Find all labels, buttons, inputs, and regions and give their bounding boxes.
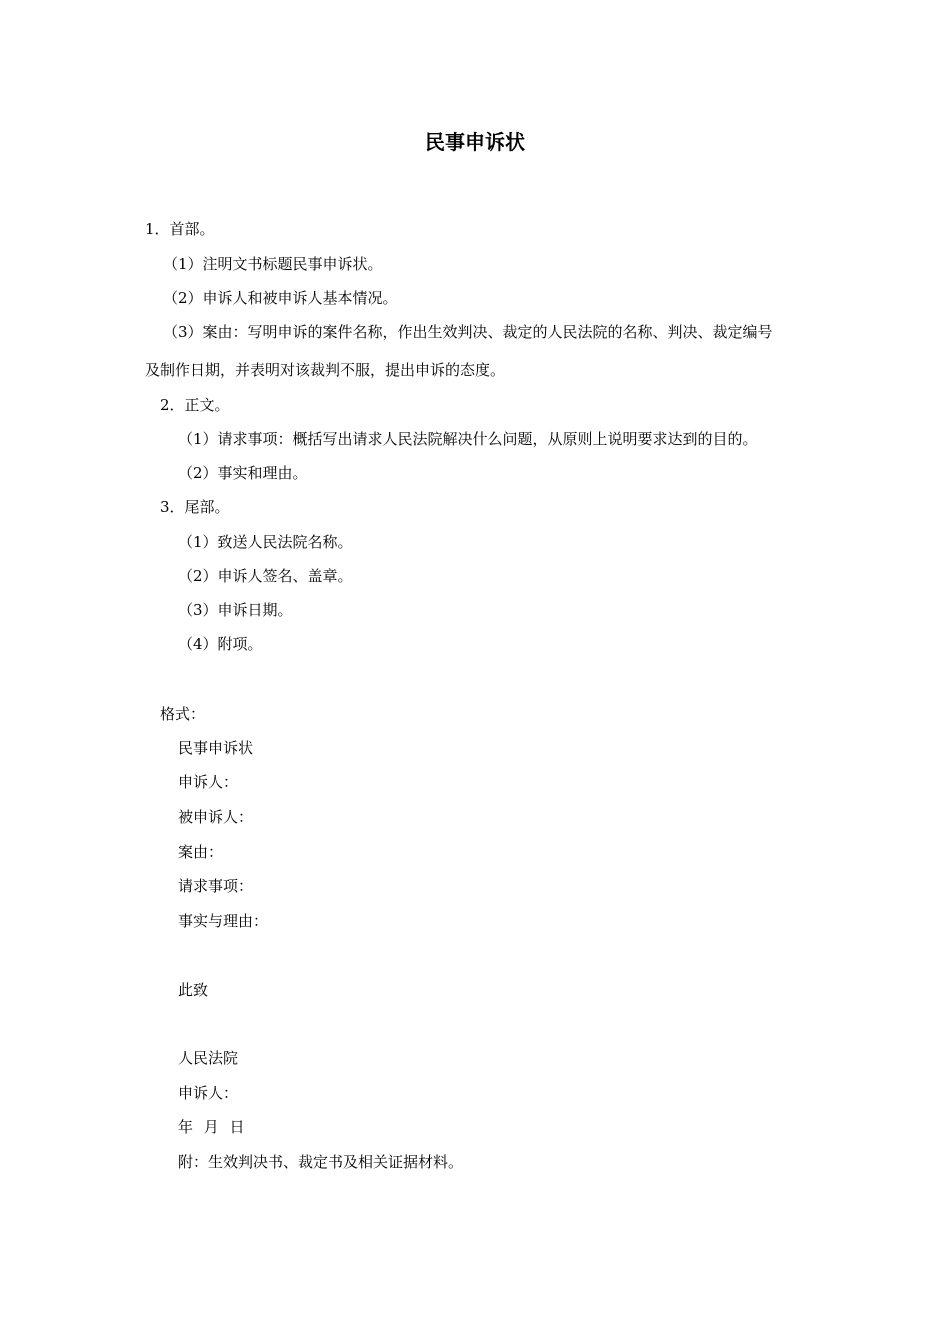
format-attachment: 附：生效判决书、裁定书及相关证据材料。 — [178, 1153, 464, 1171]
section-3-item-2: （2）申诉人签名、盖章。 — [178, 567, 353, 585]
format-date: 年 月 日 — [178, 1118, 245, 1136]
section-3-item-4: （4）附项。 — [178, 635, 263, 653]
section-1-item-3-line-1: （3）案由：写明申诉的案件名称，作出生效判决、裁定的人民法院的名称、判决、裁定编号 — [163, 323, 773, 341]
section-2-item-2: （2）事实和理由。 — [178, 464, 308, 482]
format-claims: 请求事项： — [178, 877, 254, 895]
format-label: 格式： — [160, 705, 206, 723]
section-1-item-2: （2）申诉人和被申诉人基本情况。 — [163, 289, 398, 307]
format-cause: 案由： — [178, 843, 224, 861]
section-2-heading: 2．正文。 — [160, 396, 230, 414]
format-salutation: 此致 — [178, 981, 209, 999]
format-respondent: 被申诉人： — [178, 808, 254, 826]
section-1-heading: 1．首部。 — [145, 220, 215, 238]
format-signature: 申诉人： — [178, 1084, 239, 1102]
section-3-item-1: （1）致送人民法院名称。 — [178, 533, 353, 551]
section-3-item-3: （3）申诉日期。 — [178, 601, 293, 619]
document-title: 民事申诉状 — [425, 130, 525, 154]
format-facts: 事实与理由： — [178, 912, 269, 930]
format-doc-title: 民事申诉状 — [178, 739, 254, 757]
section-1-item-3-line-2: 及制作日期，并表明对该裁判不服，提出申诉的态度。 — [145, 361, 506, 379]
section-2-item-1: （1）请求事项：概括写出请求人民法院解决什么问题，从原则上说明要求达到的目的。 — [178, 430, 758, 448]
section-3-heading: 3．尾部。 — [160, 498, 230, 516]
format-court: 人民法院 — [178, 1049, 239, 1067]
section-1-item-1: （1）注明文书标题民事申诉状。 — [163, 255, 383, 273]
format-appellant: 申诉人： — [178, 773, 239, 791]
